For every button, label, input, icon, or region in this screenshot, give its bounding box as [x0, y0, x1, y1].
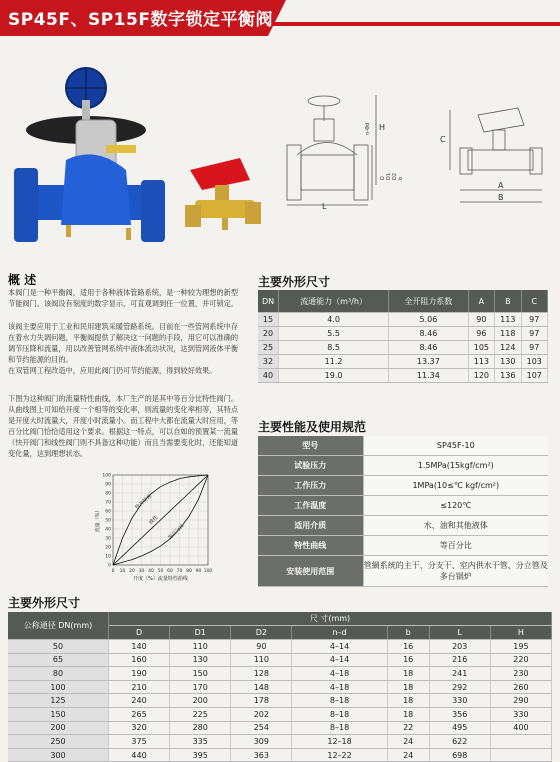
- table-cell: 4–18: [292, 667, 387, 681]
- table-cell: 356: [429, 707, 490, 721]
- spec-value: 1MPa(10≤℃ kgf/cm²): [363, 476, 548, 496]
- dim-label-B: B: [498, 193, 504, 202]
- table-cell: 40: [258, 369, 279, 383]
- brass-balance-valve-image: [180, 150, 265, 240]
- table-header: D1: [170, 626, 231, 640]
- table-cell: 254: [231, 721, 292, 735]
- col-dn-header: 公称通径 DN(mm): [8, 612, 109, 640]
- table-row: [8, 640, 552, 654]
- table-cell: 8–18: [292, 721, 387, 735]
- table-cell: 622: [429, 735, 490, 749]
- table-cell: 97: [521, 327, 547, 341]
- y-tick-label: 30: [105, 536, 111, 542]
- table-header: C: [521, 290, 547, 313]
- table-cell: 118: [495, 327, 521, 341]
- table-cell: 400: [490, 721, 551, 735]
- spec-value: 管網系统的主干、分支干、室内供水干管、分立管及多台锅炉: [363, 556, 548, 587]
- spec-value: ≤120℃: [363, 496, 548, 516]
- spec-label: 特性曲线: [258, 536, 363, 556]
- overview-paragraph-4: 下图为这种阀门的流量特性曲线，本厂生产的是其中等百分比特性阀门。从曲线图上可知给开度一个相等的变化率，则流量的变化率相等，其特点是开度大时流量大，开度小时流量小。而工程中大都在流量大时应用，等百分比阀门恰恰适用这个要求。根据这一特点，可以自如的预置某一流量（快开阀门和线性阀门则不具备这种功能）而且当需要变化时，还能知道变化量，达到理想状态。: [8, 394, 239, 458]
- table-cell: 13.37: [389, 355, 469, 369]
- table-row: [8, 721, 552, 735]
- table-header: D2: [231, 626, 292, 640]
- table-header: DN: [258, 290, 279, 313]
- table-cell: 65: [8, 653, 109, 667]
- table-cell: 190: [109, 667, 170, 681]
- table-cell: 170: [170, 680, 231, 694]
- x-tick-label: 100: [203, 569, 213, 574]
- overview-paragraph-2: 该阀主要应用于工业和民用建筑采暖管路系统。目前在一些管网系统中存在着水力失调问题，平衡阀提供了解决这一问题的手段，用它可以准确的调节压降和流量，用以改善管网系统中液体流动状况，达到管网液体平衡和节约能源的目的。: [8, 322, 239, 364]
- table-cell: 292: [429, 680, 490, 694]
- specs-heading: 主要性能及使用规范: [258, 420, 367, 434]
- spec-row: [258, 516, 548, 536]
- spec-row: [258, 436, 548, 456]
- table-cell: 22: [387, 721, 429, 735]
- table-header: D: [109, 626, 170, 640]
- table-cell: 8.5: [279, 341, 389, 355]
- table-cell: 113: [495, 313, 521, 327]
- table-header: B: [495, 290, 521, 313]
- table-cell: 97: [521, 341, 547, 355]
- x-tick-label: 80: [186, 569, 192, 574]
- y-tick-label: 70: [105, 500, 111, 506]
- table-header: 全开阻力系数: [389, 290, 469, 313]
- table-cell: 330: [429, 694, 490, 708]
- table-cell: 309: [231, 735, 292, 749]
- table-cell: 110: [231, 653, 292, 667]
- table-header: n–d: [292, 626, 387, 640]
- table-cell: 97: [521, 313, 547, 327]
- table-row: [8, 653, 552, 667]
- x-tick-label: 90: [195, 569, 202, 574]
- table-cell: 103: [521, 355, 547, 369]
- table-cell: 260: [490, 680, 551, 694]
- table-row: [8, 694, 552, 708]
- table-cell: 5.5: [279, 327, 389, 341]
- spec-value: 水、油和其他液体: [363, 516, 548, 536]
- x-tick-label: 30: [138, 569, 145, 574]
- y-tick-label: 50: [105, 518, 111, 524]
- table-cell: 16: [387, 640, 429, 654]
- table-cell: 80: [8, 667, 109, 681]
- table-cell: 440: [109, 748, 170, 762]
- table-cell: 90: [468, 313, 494, 327]
- small-valve-dimensions-table: [258, 290, 548, 383]
- table-cell: 300: [8, 748, 109, 762]
- table-cell: 16: [387, 653, 429, 667]
- table-cell: 240: [109, 694, 170, 708]
- table-cell: 12–22: [292, 748, 387, 762]
- dim-label-D1: D1: [386, 172, 392, 180]
- table-header: b: [387, 626, 429, 640]
- dim-label-H: H: [379, 123, 386, 132]
- table-cell: 107: [521, 369, 547, 383]
- dims-large-heading: 主要外形尺寸: [8, 596, 81, 610]
- table-cell: 200: [8, 721, 109, 735]
- table-cell: 24: [387, 735, 429, 749]
- threaded-valve-drawing: [438, 100, 556, 210]
- blue-balance-valve-image: [6, 50, 171, 245]
- spec-row: [258, 476, 548, 496]
- size-group-header: 尺 寸(mm): [109, 612, 552, 626]
- table-cell: 20: [258, 327, 279, 341]
- dim-label-C: C: [440, 135, 446, 144]
- x-tick-label: 60: [167, 569, 173, 574]
- y-tick-label: 90: [105, 482, 111, 488]
- table-cell: 195: [490, 640, 551, 654]
- flanged-valve-drawing: [272, 85, 422, 210]
- table-row: [258, 355, 548, 369]
- table-cell: 5.06: [389, 313, 469, 327]
- dim-label-A: A: [498, 181, 504, 190]
- table-cell: 11.2: [279, 355, 389, 369]
- table-header: A: [468, 290, 494, 313]
- series-label: 快开特性: [134, 493, 154, 511]
- table-cell: 136: [495, 369, 521, 383]
- x-tick-label: 20: [129, 569, 135, 574]
- table-cell: 18: [387, 694, 429, 708]
- y-tick-label: 80: [105, 491, 111, 497]
- page-title: SP45F、SP15F数字锁定平衡阀: [8, 10, 273, 30]
- x-tick-label: 40: [148, 569, 154, 574]
- table-row: [8, 707, 552, 721]
- table-header: H: [490, 626, 551, 640]
- table-cell: 160: [109, 653, 170, 667]
- overview-heading: 概 述: [8, 273, 37, 287]
- y-tick-label: 100: [102, 473, 111, 479]
- table-row: [8, 735, 552, 749]
- table-cell: 11.34: [389, 369, 469, 383]
- table-cell: 495: [429, 721, 490, 735]
- table-cell: 8.46: [389, 341, 469, 355]
- table-row: [8, 748, 552, 762]
- table-cell: 32: [258, 355, 279, 369]
- spec-value: 等百分比: [363, 536, 548, 556]
- table-cell: 4.0: [279, 313, 389, 327]
- table-cell: 120: [468, 369, 494, 383]
- table-cell: 335: [170, 735, 231, 749]
- table-cell: 250: [8, 735, 109, 749]
- table-cell: 140: [109, 640, 170, 654]
- dims-small-heading: 主要外形尺寸: [258, 275, 331, 289]
- table-cell: 290: [490, 694, 551, 708]
- table-cell: 280: [170, 721, 231, 735]
- table-cell: 50: [8, 640, 109, 654]
- table-header: L: [429, 626, 490, 640]
- table-cell: 200: [170, 694, 231, 708]
- y-axis-label: 流量（%）: [95, 507, 101, 533]
- spec-label: 安装使用范围: [258, 556, 363, 587]
- table-cell: [490, 735, 551, 749]
- table-row: [258, 313, 548, 327]
- dim-label-D: D: [380, 176, 386, 180]
- table-cell: 110: [170, 640, 231, 654]
- table-cell: 8–18: [292, 707, 387, 721]
- x-tick-label: 70: [176, 569, 183, 574]
- overview-paragraph-1: 本阀门是一种平衡阀，适用于各种液体管路系统，是一种较为理想的新型节能阀门。该阀设有刻度的数字显示，可直观调到任一位置，并可锁定。: [8, 288, 239, 308]
- table-cell: 130: [170, 653, 231, 667]
- table-cell: 8–18: [292, 694, 387, 708]
- table-cell: 12–18: [292, 735, 387, 749]
- table-cell: [490, 748, 551, 762]
- table-cell: 225: [170, 707, 231, 721]
- table-cell: 105: [468, 341, 494, 355]
- table-cell: 698: [429, 748, 490, 762]
- table-cell: 148: [231, 680, 292, 694]
- table-cell: 150: [170, 667, 231, 681]
- spec-row: [258, 556, 548, 587]
- x-tick-label: 0: [111, 569, 115, 574]
- table-cell: 96: [468, 327, 494, 341]
- table-row: [8, 667, 552, 681]
- flanged-valve-dimensions-table: [8, 612, 552, 762]
- flow-characteristic-chart: [95, 470, 220, 585]
- table-cell: 25: [258, 341, 279, 355]
- table-cell: 18: [387, 667, 429, 681]
- table-cell: 15: [258, 313, 279, 327]
- table-cell: 128: [231, 667, 292, 681]
- y-tick-label: 20: [105, 545, 111, 551]
- spec-value: 1.5MPa(15kgf/cm²): [363, 456, 548, 476]
- spec-row: [258, 456, 548, 476]
- table-cell: 4–18: [292, 680, 387, 694]
- table-cell: 18: [387, 707, 429, 721]
- spec-row: [258, 536, 548, 556]
- y-tick-label: 0: [108, 563, 111, 569]
- table-cell: 210: [109, 680, 170, 694]
- table-cell: 330: [490, 707, 551, 721]
- table-row: [258, 369, 548, 383]
- table-cell: 124: [495, 341, 521, 355]
- table-cell: 220: [490, 653, 551, 667]
- spec-label: 工作温度: [258, 496, 363, 516]
- table-cell: 203: [429, 640, 490, 654]
- table-header: 流通能力（m³/h）: [279, 290, 389, 313]
- table-cell: 24: [387, 748, 429, 762]
- title-bar: [0, 0, 560, 36]
- table-cell: 113: [468, 355, 494, 369]
- table-row: [258, 327, 548, 341]
- table-cell: 395: [170, 748, 231, 762]
- dim-label-L: L: [322, 202, 327, 210]
- table-cell: 8.46: [389, 327, 469, 341]
- table-cell: 375: [109, 735, 170, 749]
- table-cell: 4–14: [292, 640, 387, 654]
- table-cell: 265: [109, 707, 170, 721]
- table-cell: 4–14: [292, 653, 387, 667]
- spec-label: 试验压力: [258, 456, 363, 476]
- table-cell: 19.0: [279, 369, 389, 383]
- table-cell: 320: [109, 721, 170, 735]
- dim-label-nd: n-Φd: [365, 122, 371, 135]
- series-label: 等百分比: [167, 522, 186, 542]
- table-cell: 230: [490, 667, 551, 681]
- y-tick-label: 10: [105, 554, 111, 560]
- overview-paragraph-3: 在双管网工程改造中，应用此阀门仍可节约能源，得到较好效果。: [8, 366, 217, 375]
- spec-label: 型号: [258, 436, 363, 456]
- table-cell: 18: [387, 680, 429, 694]
- table-cell: 150: [8, 707, 109, 721]
- dim-label-b: b: [398, 176, 404, 180]
- x-axis-label: 开度（%）流量特性曲线: [133, 576, 188, 582]
- spec-row: [258, 496, 548, 516]
- table-cell: 202: [231, 707, 292, 721]
- spec-label: 工作压力: [258, 476, 363, 496]
- dim-label-D2: D2: [392, 172, 398, 180]
- table-cell: 125: [8, 694, 109, 708]
- table-cell: 178: [231, 694, 292, 708]
- x-tick-label: 50: [157, 569, 164, 574]
- table-row: [8, 680, 552, 694]
- performance-spec-table: [258, 436, 548, 587]
- spec-label: 适用介质: [258, 516, 363, 536]
- x-tick-label: 10: [119, 569, 126, 574]
- table-cell: 241: [429, 667, 490, 681]
- table-cell: 363: [231, 748, 292, 762]
- table-cell: 216: [429, 653, 490, 667]
- table-cell: 130: [495, 355, 521, 369]
- title-rule: [268, 22, 560, 26]
- y-tick-label: 60: [105, 509, 111, 515]
- table-row: [258, 341, 548, 355]
- table-cell: 90: [231, 640, 292, 654]
- series-label: 线性: [148, 514, 160, 526]
- table-cell: 100: [8, 680, 109, 694]
- spec-value: SP45F-10: [363, 436, 548, 456]
- y-tick-label: 40: [105, 527, 111, 533]
